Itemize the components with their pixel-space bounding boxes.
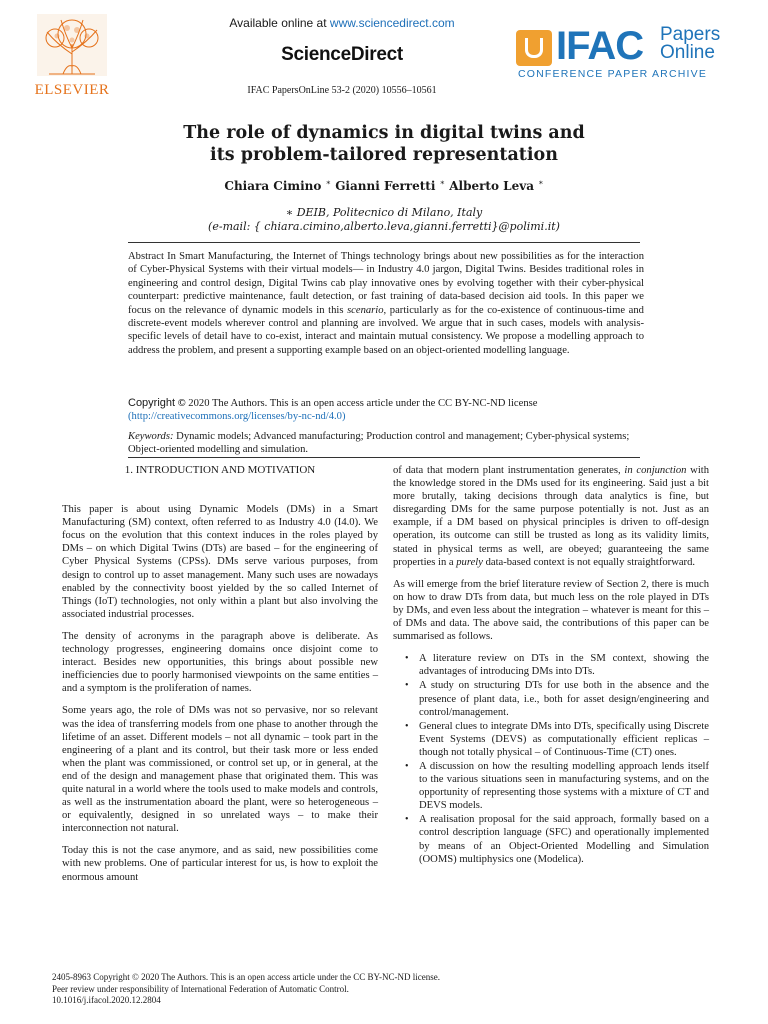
copyright-text: 2020 The Authors. This is an open access article under the CC BY-NC-ND license <box>185 398 538 409</box>
right-column <box>393 464 709 867</box>
bullet-icon: • <box>405 680 409 692</box>
abstract-bottom-rule <box>128 457 640 458</box>
journal-reference: IFAC PapersOnLine 53-2 (2020) 10556–10561 <box>247 85 437 96</box>
affiliation <box>0 206 768 234</box>
bullet-icon: • <box>405 814 409 826</box>
list-item <box>405 720 709 759</box>
paper-title <box>0 122 768 166</box>
ifac-online-label: Online <box>660 42 715 63</box>
abstract-top-rule <box>128 242 640 243</box>
ifac-papersonline-logo <box>516 26 726 86</box>
affiliation-line-1: ∗ DEIB, Politecnico di Milano, Italy <box>285 206 483 219</box>
list-item <box>405 652 709 678</box>
sciencedirect-link[interactable]: www.sciencedirect.com <box>329 16 455 30</box>
ifac-archive-label: CONFERENCE PAPER ARCHIVE <box>518 68 708 80</box>
paragraph-text: with the knowledge stored in the DMs used for its engineering. Said just a bit more brutally, taking decisions through data analytics is fine, but disregarding DMs for the same purpose potentially is not. Just as an example, if a DM based on physical principles is driven to off-design operation, its outcome can still be trusted as long as its validity limits, stated in physical terms as well, are obeyed; guaranteeing the same properties in a <box>393 465 710 568</box>
copyright-label: Copyright <box>128 397 176 409</box>
footer-doi: 10.1016/j.ifacol.2020.12.2804 <box>52 995 161 1005</box>
author-mark: ∗ <box>538 178 544 187</box>
author-list <box>0 178 768 193</box>
abstract-text-2: , particularly as for the co-existence of continuous-time and discrete-event models wherever control and planning are involved. We argue that in such cases, models with analysis-specific levels of detail have to co-exist, interact and maintain mutual consistency. We propose a modelling approach to address the problem, and present a supporting example based on an object-oriented modelling language. <box>128 304 644 356</box>
title-line-2: its problem-tailored representation <box>210 145 558 165</box>
footer-peer-review: Peer review under responsibility of International Federation of Automatic Control. <box>52 983 349 994</box>
paragraph: Some years ago, the role of DMs was not so pervasive, nor so relevant was the idea of transferring models from one phase to another through the lifetime of an asset. Different models – not all dynamic – took part in the engineering of a plant and its control, but their task more or less ended when the plant was commissioned, or control set up, or in general, at the end of the design and management phase that originated them. This was quite natural in a world where the tools used to make models and controls, as well as the instrumentation aboard the plant, were so heterogeneous – or equivalently, designed in so unrelated ways – to make their interconnection not natural. <box>62 705 378 835</box>
keywords-text: Dynamic models; Advanced manufacturing; Production control and management; Cyber-physical systems; Object-oriented modelling and simulation. <box>128 431 630 456</box>
paragraph-text: of data that modern plant instrumentation generates, <box>393 465 625 476</box>
list-item <box>405 760 709 812</box>
ifac-emblem-icon <box>516 30 552 66</box>
list-item-text: A study on structuring DTs for use both in the absence and the presence of plant data, i.e., both for asset design/engineering and control/management. <box>419 680 709 718</box>
elsevier-wordmark: ELSEVIER <box>34 82 110 98</box>
affiliation-line-2: (e-mail: { chiara.cimino,alberto.leva,gianni.ferretti}@polimi.it) <box>208 220 560 233</box>
abstract-emphasis: scenario <box>347 304 384 316</box>
list-item <box>405 679 709 718</box>
author-name: Gianni Ferretti <box>335 179 436 193</box>
sciencedirect-wordmark: ScienceDirect <box>281 44 403 65</box>
title-line-1: The role of dynamics in digital twins and <box>183 123 585 143</box>
author-name: Alberto Leva <box>449 179 534 193</box>
ifac-papers-online <box>660 26 720 62</box>
paragraph: As will emerge from the brief literature review of Section 2, there is much on how to draw DTs from data, but much less on the role played in DTs by DMs, and even less about the integration – whatever is meant for this – of DMs and data. The above said, the contributions of this paper can be summarised as follows. <box>393 578 709 643</box>
page-footer <box>52 972 732 1007</box>
copyright-symbol: © <box>177 398 186 409</box>
abstract <box>128 250 644 357</box>
paragraph: Today this is not the case anymore, and as said, new possibilities come with new problems. One of particular interest for us, is how to exploit the enormous amount <box>62 845 378 883</box>
paragraph-emphasis: in conjunction <box>624 465 687 476</box>
list-item-text: A discussion on how the resulting modelling approach lends itself to the various situations seen in manufacturing systems, and on the opportunity of representing those systems with a mixture of CT and DEVS models. <box>419 760 709 812</box>
availability-prefix: Available online at <box>229 16 330 30</box>
paragraph-text: data-based context is not equally straightforward. <box>482 556 696 568</box>
paragraph-emphasis: purely <box>456 556 483 568</box>
list-item-text: General clues to integrate DMs into DTs, specifically using Discrete Event Systems (DEVS) as computationally efficient replicas – though not totally physical – of Continuous-Time (CT) ones. <box>419 720 709 758</box>
section-heading: 1. INTRODUCTION AND MOTIVATION <box>124 464 316 476</box>
footer-license: 2405-8963 Copyright © 2020 The Authors. This is an open access article under the CC BY-NC-ND license. <box>52 972 440 982</box>
copyright-notice <box>128 397 644 424</box>
license-link[interactable]: (http://creativecommons.org/licenses/by-nc-nd/4.0) <box>128 411 346 423</box>
keywords <box>128 430 644 457</box>
left-column <box>62 464 378 893</box>
bullet-icon: • <box>405 760 409 772</box>
author-mark: ∗ <box>325 178 331 187</box>
abstract-text-1: Abstract In Smart Manufacturing, the Internet of Things technology brings about new possibilities as for the interaction of Cyber-Physical Systems with their virtual models— in Industry 4.0 jargon, Digital Twins. Besides traditional roles in engineering and control design, Digital Twins cab play innovative ones by evolving together with their cyber-physical counterpart: predictive maintenance, fault detection, or fast training of data-based decision aid tools. In this paper we focus on the relevance of dynamic models in this <box>128 251 644 316</box>
list-item-text: A literature review on DTs in the SM context, showing the advantages of introducing DMs into DTs. <box>419 653 709 678</box>
paragraph: This paper is about using Dynamic Models (DMs) in a Smart Manufacturing (SM) context, often referred to as Industry 4.0 (I4.0). We focus on the evolution that this context induces in the roles played by DMs – on which Digital Twins (DTs) are based – for the engineering of Cyber Physical Systems (CPSs). DMs serve various purposes, from design to control up to asset management. Many such uses are nowadays enabled by the connectivity boost yielded by the so called Internet of Things (IoT) technologies, not only within a plant but also involving the associated industrial processes. <box>62 504 378 620</box>
list-item-text: A realisation proposal for the said approach, formally based on a control description language (SFC) and operationally implemented by means of an Object-Oriented Modelling and Simulation (OOMS) multiphysics one (Modelica). <box>419 814 709 865</box>
list-item <box>405 813 709 865</box>
bullet-icon: • <box>405 653 409 665</box>
ifac-wordmark: IFAC <box>556 24 644 68</box>
author-mark: ∗ <box>439 178 446 187</box>
bullet-icon: • <box>405 720 409 732</box>
ifac-papers-label: Papers <box>660 24 721 45</box>
author-name: Chiara Cimino <box>224 179 322 193</box>
contribution-list <box>405 652 709 866</box>
paragraph: The density of acronyms in the paragraph above is deliberate. As technology progresses, engineering domains once disjoint come to interact. Besides new opportunities, this brings about possible new inefficiencies due to poorly harmonised viewpoints on the same entities – and a symptom is the proliferation of names. <box>62 630 378 695</box>
keywords-label: Keywords: <box>128 431 174 442</box>
paragraph <box>393 464 709 569</box>
